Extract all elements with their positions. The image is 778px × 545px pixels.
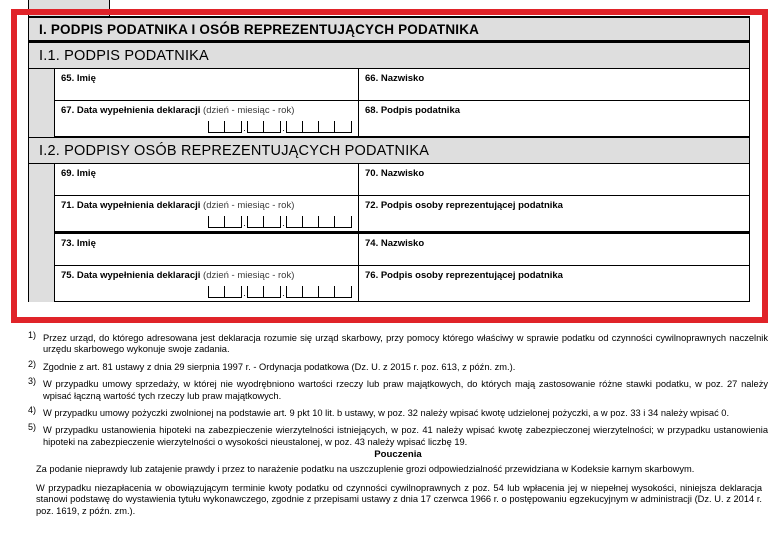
field-row-67-68 [55,101,749,136]
date-cell[interactable] [319,286,335,297]
left-margin-strip [28,69,54,137]
date-separator-dot: . [243,218,246,228]
date-cell[interactable] [319,121,335,132]
field-table-I2 [28,164,750,302]
footnote-marker [28,376,43,402]
date-month-group[interactable] [247,216,281,228]
field-grid-I1 [54,69,750,137]
field-66-label: 66. Nazwisko [365,73,425,84]
date-cell[interactable] [248,216,264,227]
date-cell[interactable] [287,286,303,297]
footnote-marker-text: 4) [28,405,37,416]
date-cell[interactable] [264,216,280,227]
date-cell[interactable] [264,121,280,132]
footnote-text: W przypadku umowy pożyczki zwolnionej na podstawie art. 9 pkt 10 lit. b ustawy, w poz. 32 należy wpisać kwotę udzielonej pożyczki, a w poz. 33 i 34 należy wpisać 0. [43,408,730,419]
field-68-label: 68. Podpis podatnika [365,105,461,116]
field-row-73-74 [55,232,749,266]
date-year-group[interactable] [286,216,352,228]
date-cell[interactable] [225,121,241,132]
field-69-label: 69. Imię [61,168,96,179]
footnote-marker-text: 5) [28,422,37,433]
date-separator-dot: . [243,288,246,298]
footnote-item [28,376,768,402]
footnote-marker-text: 2) [28,358,37,369]
field-71-hint: (dzień - miesiąc - rok) [203,200,295,211]
field-70[interactable] [359,164,749,195]
date-cell[interactable] [335,286,351,297]
field-74[interactable] [359,234,749,265]
date-cell[interactable] [248,286,264,297]
field-67-label: 67. Data wypełnienia deklaracji [61,105,201,116]
field-76[interactable] [359,266,749,301]
date-cell[interactable] [209,121,225,132]
field-75-date-boxes[interactable] [208,287,352,298]
field-grid-I2 [54,164,750,302]
instructions-title: Pouczenia [374,449,422,460]
date-cell[interactable] [335,121,351,132]
field-73[interactable] [55,234,359,265]
section-header-I [28,16,750,42]
section-header-I2 [28,137,750,164]
field-75[interactable] [55,266,359,301]
section-header-I1-label: I.1. PODPIS PODATNIKA [39,47,209,64]
field-69[interactable] [55,164,359,195]
footnote-item [28,359,768,373]
date-day-group[interactable] [208,121,242,133]
date-separator-dot: . [282,288,285,298]
date-separator-dot: . [282,218,285,228]
date-cell[interactable] [209,286,225,297]
footnote-text: Zgodnie z art. 81 ustawy z dnia 29 sierpnia 1997 r. - Ordynacja podatkowa (Dz. U. z 2015 r. poz. 613, z późn. zm.). [43,361,516,372]
field-row-75-76 [55,266,749,301]
section-header-I-label: I. PODPIS PODATNIKA I OSÓB REPREZENTUJĄCYCH PODATNIKA [39,21,480,37]
footnote-marker [28,330,43,356]
field-75-hint: (dzień - miesiąc - rok) [203,270,295,281]
date-cell[interactable] [209,216,225,227]
instructions-block [28,449,768,524]
field-76-label: 76. Podpis osoby reprezentującej podatnika [365,270,563,281]
field-70-label: 70. Nazwisko [365,168,425,179]
date-cell[interactable] [303,121,319,132]
field-68[interactable] [359,101,749,136]
field-71-date-boxes[interactable] [208,217,352,228]
date-year-group[interactable] [286,121,352,133]
footnote-text: Przez urząd, do którego adresowana jest deklaracja rozumie się urząd skarbowy, przy pomocy którego właściwy w sprawie podatku od czynności cywilnoprawnych naczelnik urzędu skarbowego wykonuje swoje zadania. [43,333,768,355]
date-separator-dot: . [243,123,246,133]
date-month-group[interactable] [247,286,281,298]
date-cell[interactable] [264,286,280,297]
field-67-date-boxes[interactable] [208,122,352,133]
footnote-item [28,330,768,356]
field-73-label: 73. Imię [61,238,96,249]
footnotes-list [28,330,768,451]
field-72[interactable] [359,196,749,231]
date-cell[interactable] [225,216,241,227]
date-year-group[interactable] [286,286,352,298]
date-cell[interactable] [319,216,335,227]
instructions-paragraph: W przypadku niezapłacenia w obowiązującym terminie kwoty podatku od czynności cywilnoprawnych z poz. 54 lub wpłacenia jej w niepełnej wysokości, niniejsza deklaracja stanowi podstawę do wystawienia tytułu wykonawczego, zgodnie z przepisami ustawy z dnia 17 czerwca 1966 r. o postępowaniu egzekucyjnym w administracji (Dz. U. z 2014 r. poz. 1619, z późn. zm.). [36,482,762,516]
footnote-marker [28,359,43,373]
date-cell[interactable] [287,121,303,132]
footnote-marker-text: 1) [28,330,37,340]
form-page [28,16,750,302]
field-row-69-70 [55,164,749,196]
field-67-hint: (dzień - miesiąc - rok) [203,105,295,116]
footnote-text: W przypadku ustanowienia hipoteki na zabezpieczenie wierzytelności istniejących, w poz. 41 należy wpisać kwotę zabezpieczonej wierzytelności; w przypadku ustanowienia hipoteki na zabezpieczenie wierzytelności o wysokości nieustalonej, w poz. 43 należy wpisać liczbę 19. [43,425,768,447]
field-71-label: 71. Data wypełnienia deklaracji [61,200,201,211]
date-cell[interactable] [335,216,351,227]
field-75-label: 75. Data wypełnienia deklaracji [61,270,201,281]
field-71[interactable] [55,196,359,231]
footnote-item [28,405,768,419]
field-67[interactable] [55,101,359,136]
field-74-label: 74. Nazwisko [365,238,425,249]
section-header-I2-label: I.2. PODPISY OSÓB REPREZENTUJĄCYCH PODATNIKA [39,142,430,159]
footnote-text: W przypadku umowy sprzedaży, w której nie wyodrębniono wartości rzeczy lub praw majątkowych, do których mają zastosowanie różne stawki podatku, w poz. 27 należy wpisać łączną wartość tych rzeczy lub praw majątkowych. [43,379,768,401]
date-day-group[interactable] [208,286,242,298]
field-72-label: 72. Podpis osoby reprezentującej podatnika [365,200,563,211]
date-cell[interactable] [287,216,303,227]
field-65-label: 65. Imię [61,73,96,84]
date-cell[interactable] [248,121,264,132]
field-66[interactable] [359,69,749,100]
footnote-marker [28,422,43,448]
date-month-group[interactable] [247,121,281,133]
field-row-65-66 [55,69,749,101]
date-cell[interactable] [303,216,319,227]
field-table-I1 [28,69,750,137]
footnote-marker [28,405,43,419]
field-65[interactable] [55,69,359,100]
date-day-group[interactable] [208,216,242,228]
left-margin-strip [28,164,54,302]
date-separator-dot: . [282,123,285,133]
field-row-71-72 [55,196,749,232]
footnote-marker-text: 3) [28,376,37,387]
section-header-I1 [28,42,750,69]
date-cell[interactable] [303,286,319,297]
footnote-item [28,422,768,448]
date-cell[interactable] [225,286,241,297]
instructions-paragraph: Za podanie nieprawdy lub zatajenie prawdy i przez to narażenie podatku na uszczuplenie grozi odpowiedzialność przewidziana w Kodeksie karnym skarbowym. [36,464,695,474]
